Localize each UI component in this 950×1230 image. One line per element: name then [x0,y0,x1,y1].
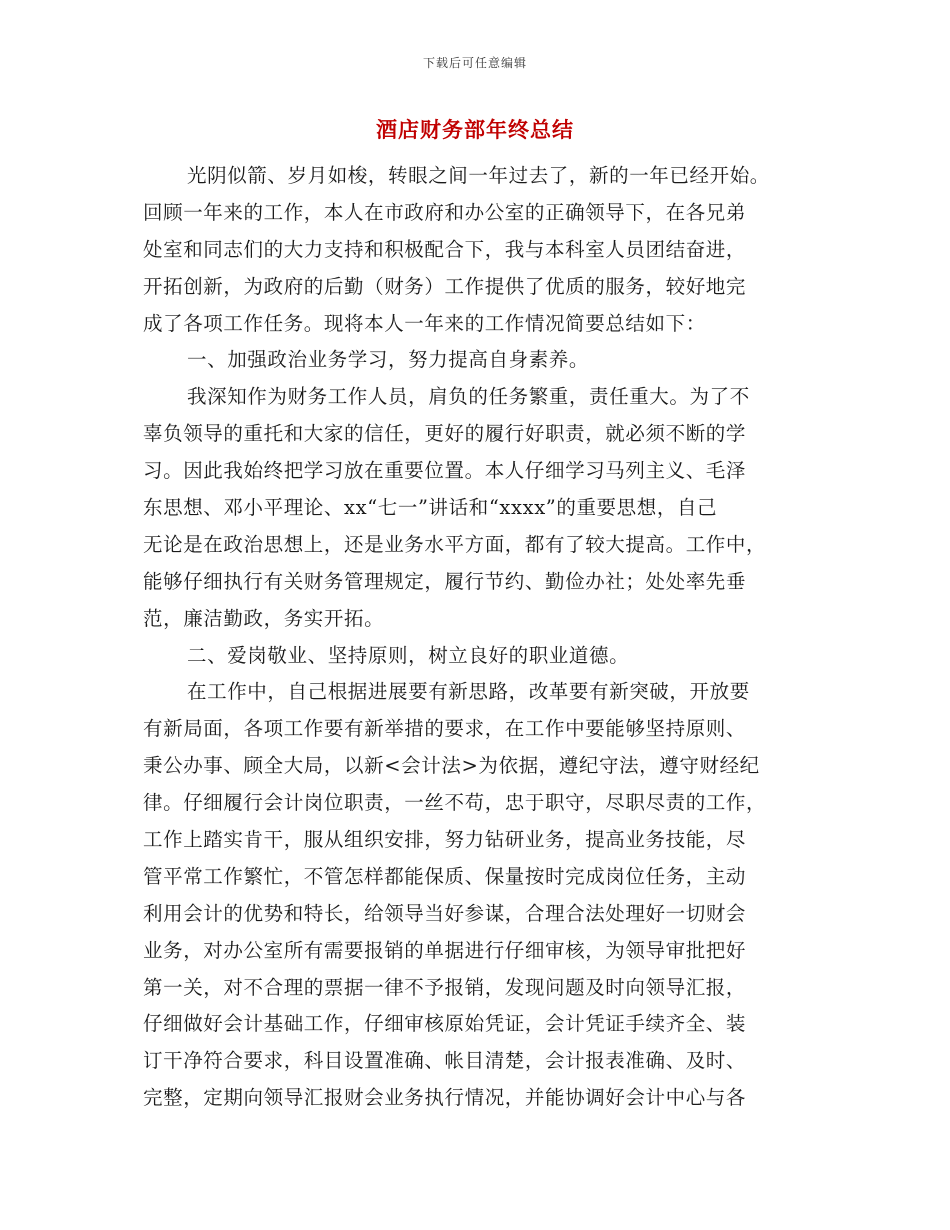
text-line: 无论是在政治思想上，还是业务水平方面，都有了较大提高。工作中， [143,532,767,556]
text-line: 能够仔细执行有关财务管理规定，履行节约、勤俭办社；处处率先垂 [143,569,747,593]
header-note: 下载后可任意编辑 [422,56,527,70]
text-line: 我深知作为财务工作人员，肩负的任务繁重，责任重大。为了不 [187,385,750,409]
text-line: 有新局面，各项工作要有新举措的要求，在工作中要能够坚持原则、 [143,717,747,741]
text-line: 二、爱岗敬业、坚持原则，树立良好的职业道德。 [187,643,630,667]
text-line: 业务，对办公室所有需要报销的单据进行仔细审核，为领导审批把好 [143,938,747,962]
text-line: 完整，定期向领导汇报财会业务执行情况，并能协调好会计中心与各 [143,1086,747,1110]
text-line: 律。仔细履行会计岗位职责，一丝不苟，忠于职守，尽职尽责的工作， [143,791,767,815]
text-line: 利用会计的优势和特长，给领导当好参谋，合理合法处理好一切财会 [143,901,747,925]
text-line: 范，廉洁勤政，务实开拓。 [143,606,385,630]
text-line: 订干净符合要求，科目设置准确、帐目清楚，会计报表准确、及时、 [143,1049,747,1073]
text-line: 在工作中，自己根据进展要有新思路，改革要有新突破，开放要 [187,680,750,704]
text-line: 秉公办事、顾全大局，以新<会计法>为依据，遵纪守法，遵守财经纪 [143,754,760,778]
text-line: 第一关，对不合理的票据一律不予报销，发现问题及时向领导汇报， [143,975,747,999]
text-line: 管平常工作繁忙，不管怎样都能保质、保量按时完成岗位任务，主动 [143,864,747,888]
text-line: 工作上踏实肯干，服从组织安排，努力钻研业务，提高业务技能，尽 [143,828,747,852]
text-line: 一、加强政治业务学习，努力提高自身素养。 [187,348,590,372]
document-body [143,158,813,1117]
text-line: 仔细做好会计基础工作，仔细审核原始凭证，会计凭证手续齐全、装 [143,1012,747,1036]
text-line: 开拓创新，为政府的后勤（财务）工作提供了优质的服务，较好地完 [143,274,747,298]
document-title: 酒店财务部年终总结 [376,117,574,142]
text-line: 辜负领导的重托和大家的信任，更好的履行好职责，就必须不断的学 [143,422,747,446]
text-line: 习。因此我始终把学习放在重要位置。本人仔细学习马列主义、毛泽 [143,459,747,483]
text-line: 处室和同志们的大力支持和积极配合下，我与本科室人员团结奋进， [143,237,747,261]
text-line: 回顾一年来的工作，本人在市政府和办公室的正确领导下，在各兄弟 [143,200,747,224]
text-line: 成了各项工作任务。现将本人一年来的工作情况简要总结如下： [143,311,706,335]
text-line: 光阴似箭、岁月如梭，转眼之间一年过去了，新的一年已经开始。 [187,164,770,187]
text-line: 东思想、邓小平理论、xx“七一”讲话和“xxxx”的重要思想，自己 [143,496,718,520]
